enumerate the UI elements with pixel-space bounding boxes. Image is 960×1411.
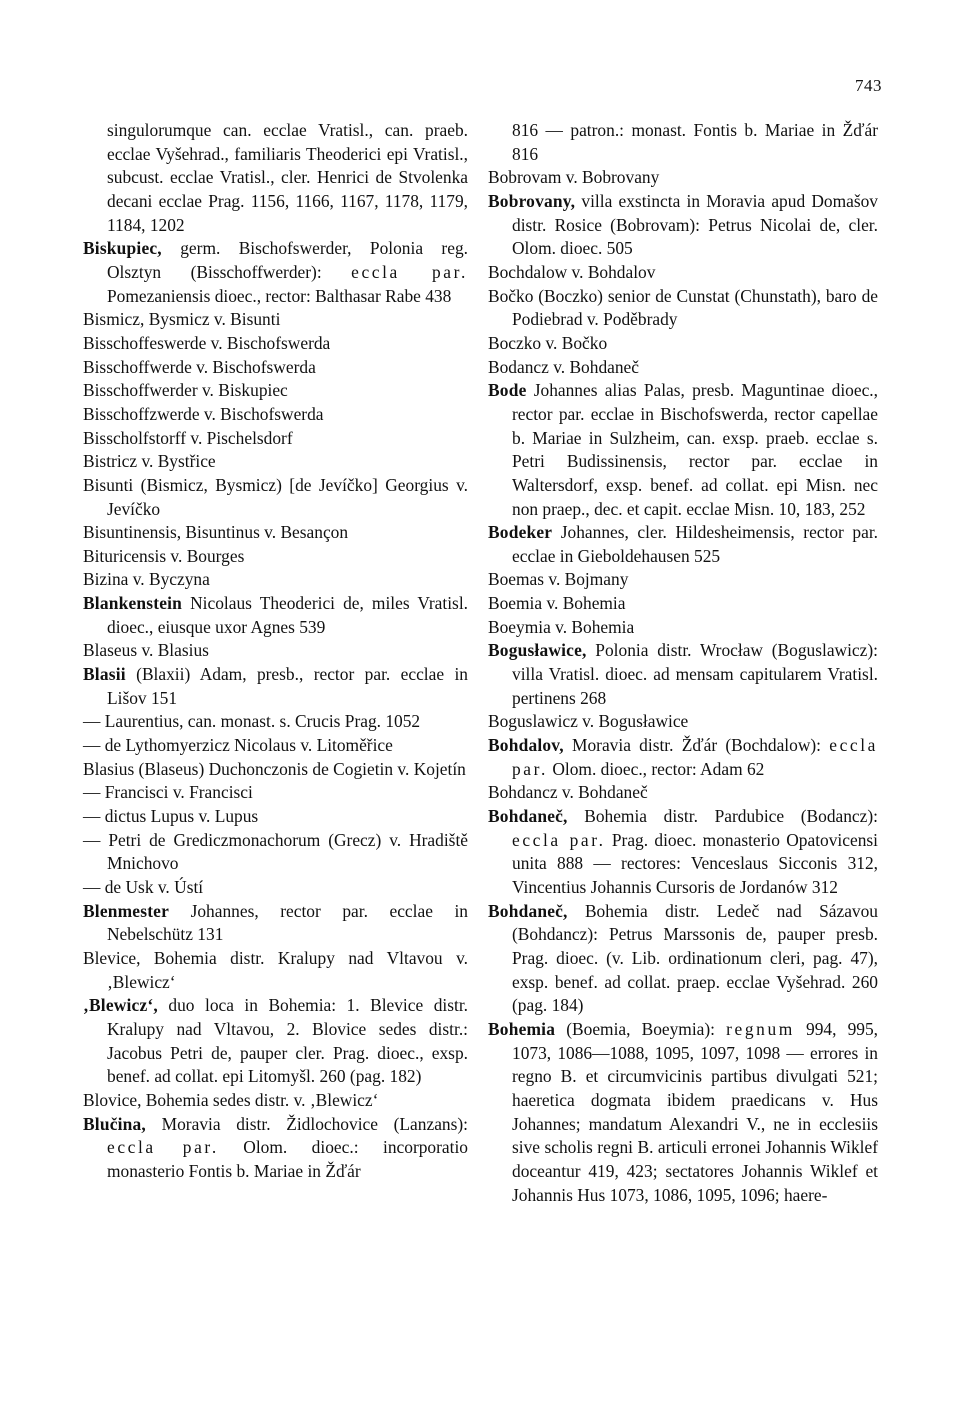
entry-text: Blasius (Blaseus) Duchonczonis de Cogietin v. Kojetín <box>83 758 466 779</box>
entry-text: — dictus Lupus v. Lupus <box>83 806 259 827</box>
entry-text: Bobrovam v. Bobrovany <box>488 167 660 188</box>
index-entry <box>488 1018 878 1207</box>
entry-headword: Bogusławice, <box>488 640 587 661</box>
index-entry <box>83 805 468 829</box>
index-entry <box>83 947 468 994</box>
index-entry <box>83 427 468 451</box>
entry-text: Bituricensis v. Bourges <box>83 545 245 566</box>
entry-text: Bohdancz v. Bohdaneč <box>488 782 648 803</box>
index-entry <box>488 568 878 592</box>
entry-text: — Petri de Grediczmonachorum (Grecz) v. Hradiště Mnichovo <box>83 829 468 874</box>
entry-text: (Boemia, Boeymia): <box>555 1018 727 1039</box>
index-entry <box>83 332 468 356</box>
entry-text: singulorumque can. ecclae Vratisl., can. praeb. ecclae Vyšehrad., familiaris Theoderici epi Vratisl., subcust. ecclae Vratisl., cler. Henrici de Stvolenka decani ecclae Prag. 1156, 1166, 1167, 1178, 1179, 1184, 1202 <box>107 120 468 235</box>
index-entry <box>488 285 878 332</box>
entry-text: Bohemia distr. Pardubice (Bodancz): <box>567 806 878 827</box>
entry-text-tail: Olom. dioec.: incorporatio monasterio Fontis b. Mariae in Žďár <box>107 1137 468 1181</box>
index-entry <box>488 521 878 568</box>
entry-text: Johannes, cler. Hildesheimensis, rector par. ecclae in Gieboldehausen 525 <box>512 522 878 566</box>
entry-text: Johannes alias Palas, presb. Maguntinae dioec., rector par. ecclae in Bischofswerda, rector capellae b. Mariae in Sulzheim, can. exsp. praeb. ecclae s. Petri Budissinensis, rector par. ecclae in Waltersdorf, exsp. benef. ad collat. epi Misn. nec non praep., dec. et capit. ecclae Misn. 10, 183, 252 <box>512 380 878 519</box>
index-entry <box>488 190 878 261</box>
index-entry <box>488 616 878 640</box>
entry-text: 816 — patron.: monast. Fontis b. Mariae in Žďár 816 <box>512 120 878 164</box>
entry-text: Boguslawicz v. Bogusławice <box>488 711 689 732</box>
entry-text: Bistricz v. Bystřice <box>83 451 216 472</box>
entry-text: Johannes, rector par. ecclae in Nebelschütz 131 <box>107 900 468 945</box>
entry-spaced-text: eccla par. <box>512 829 606 850</box>
index-entry <box>83 237 468 308</box>
entry-text: Bisunti (Bismicz, Bysmicz) [de Jevíčko] Georgius v. Jevíčko <box>83 474 468 519</box>
index-entry <box>83 308 468 332</box>
entry-text: — de Lythomyerzicz Nicolaus v. Litoměřice <box>83 735 393 756</box>
entry-text: — Laurentius, can. monast. s. Crucis Prag. 1052 <box>83 711 421 732</box>
index-entry <box>83 545 468 569</box>
entry-spaced-text: eccla par. <box>107 1137 219 1158</box>
entry-text: Moravia distr. Žďár (Bochdalow): <box>563 735 830 756</box>
entry-text: Bisscholfstorff v. Pischelsdorf <box>83 427 293 448</box>
entry-continuation <box>488 119 878 166</box>
index-entry <box>83 829 468 876</box>
entry-text: Polonia distr. Wrocław (Boguslawicz): villa Vratisl. dioec. ad mensam capitularem Vratisl. pertinens 268 <box>512 640 878 708</box>
entry-text: Bisschoffwerder v. Biskupiec <box>83 380 288 401</box>
entry-headword: ‚Blewicz‘, <box>83 995 158 1016</box>
index-entry <box>83 663 468 710</box>
index-entry <box>83 900 468 947</box>
index-entry <box>83 710 468 734</box>
index-entry <box>488 805 878 900</box>
index-entry <box>488 781 878 805</box>
entry-text: germ. Bischofswerder, Polonia reg. Olsztyn (Bisschoffwerder): <box>107 238 468 282</box>
entry-headword: Bohdalov, <box>488 735 564 756</box>
entry-text: Bodancz v. Bohdaneč <box>488 356 639 377</box>
page-number: 743 <box>855 76 882 95</box>
entry-text: Boemas v. Bojmany <box>488 569 629 590</box>
index-entry <box>83 592 468 639</box>
index-entry <box>488 734 878 781</box>
index-entry <box>83 474 468 521</box>
index-entry <box>83 379 468 403</box>
entry-headword: Bode <box>488 380 527 401</box>
entry-headword: Bohdaneč, <box>488 900 568 921</box>
index-entry <box>488 639 878 710</box>
entry-text: Bočko (Boczko) senior de Cunstat (Chunstath), baro de Podiebrad v. Poděbrady <box>488 285 878 330</box>
entry-text-tail: Pomezaniensis dioec., rector: Balthasar Rabe 438 <box>107 285 452 306</box>
entry-headword: Bobrovany, <box>488 190 576 211</box>
entry-text: Bizina v. Byczyna <box>83 569 210 590</box>
entry-text: Bismicz, Bysmicz v. Bisunti <box>83 309 281 330</box>
entry-text: (Blaxii) Adam, presb., rector par. ecclae in Lišov 151 <box>107 664 468 708</box>
entry-text: Bochdalow v. Bohdalov <box>488 261 656 282</box>
index-entry <box>83 734 468 758</box>
index-entry <box>83 1113 468 1184</box>
right-column <box>488 119 878 1207</box>
entry-headword: Bohdaneč, <box>488 806 568 827</box>
index-entry <box>488 261 878 285</box>
index-entry <box>488 166 878 190</box>
entry-text-tail: Olom. dioec., rector: Adam 62 <box>548 758 765 779</box>
index-entry <box>488 710 878 734</box>
entry-spaced-text: eccla par. <box>351 261 468 282</box>
entry-text: Blovice, Bohemia sedes distr. v. ‚Blewicz‘ <box>83 1089 379 1110</box>
entry-text: Nicolaus Theoderici de, miles Vratisl. dioec., eiusque uxor Agnes 539 <box>107 593 468 637</box>
entry-text: Bisschoffzwerde v. Bischofswerda <box>83 403 324 424</box>
index-entry <box>83 1089 468 1113</box>
index-entry <box>83 403 468 427</box>
entry-text: villa exstincta in Moravia apud Domašov distr. Rosice (Bobrovam): Petrus Nicolai de, cler. Olom. dioec. 505 <box>512 190 878 259</box>
index-entry <box>83 876 468 900</box>
index-entry <box>488 356 878 380</box>
index-entry <box>83 356 468 380</box>
entry-text: Bohemia distr. Ledeč nad Sázavou (Bohdancz): Petrus Marssonis de, pauper presb. Prag. dioec. (v. Lib. ordinationum cleri, pag. 47), exsp. benef. ad collat. praep. ecclae Vyšehrad. 260 (pag. 184) <box>512 900 878 1016</box>
entry-headword: Blasii <box>83 664 126 685</box>
index-entry <box>488 900 878 1018</box>
entry-text: duo loca in Bohemia: 1. Blevice distr. Kralupy nad Vltavou, 2. Blovice sedes distr.: Jacobus Petri de, pauper cler. Prag. dioec., exsp. benef. ad collat. epi Litomyšl. 260 (pag. 182) <box>107 995 468 1087</box>
entry-headword: Blankenstein <box>83 593 183 614</box>
entry-text: Moravia distr. Židlochovice (Lanzans): <box>145 1113 468 1134</box>
entry-headword: Blenmester <box>83 900 170 921</box>
index-entry <box>488 379 878 521</box>
index-entry <box>83 568 468 592</box>
entry-text: Blaseus v. Blasius <box>83 640 209 661</box>
entry-text: Bisuntinensis, Bisuntinus v. Besançon <box>83 522 349 543</box>
index-entry <box>83 781 468 805</box>
entry-text: Boemia v. Bohemia <box>488 593 626 614</box>
index-entry <box>83 639 468 663</box>
entry-text: Bisschoffeswerde v. Bischofswerda <box>83 332 331 353</box>
index-entry <box>488 592 878 616</box>
entry-spaced-text: regnum <box>726 1018 795 1039</box>
index-entry <box>83 521 468 545</box>
entry-spaced-text: eccla par. <box>512 735 878 779</box>
entry-text: — Francisci v. Francisci <box>83 782 253 803</box>
entry-text: Boeymia v. Bohemia <box>488 616 635 637</box>
index-entry <box>83 450 468 474</box>
entry-text-tail: 994, 995, 1073, 1086—1088, 1095, 1097, 1098 — errores in regno B. et circumvicinis partibus divulgati 521; haeretica dogmata ibidem praedicans v. Hus Johannes; mandatum Alexandri V., ne in ecclesiis sive scholis regni B. articuli erronei Johannis Wiklef doceantur 419, 423; sectatores Johannis Wiklef et Johannis Hus 1073, 1086, 1095, 1096; haere- <box>512 1018 878 1205</box>
index-entry <box>488 332 878 356</box>
index-entry <box>83 758 468 782</box>
entry-text: — de Usk v. Ústí <box>83 877 204 897</box>
entry-headword: Bodeker <box>488 522 553 543</box>
entry-text: Boczko v. Bočko <box>488 332 608 353</box>
entry-headword: Biskupiec, <box>83 238 162 259</box>
entry-headword: Bohemia <box>488 1018 556 1039</box>
entry-text: Bisschoffwerde v. Bischofswerda <box>83 356 316 377</box>
entry-text: Blevice, Bohemia distr. Kralupy nad Vltavou v. ‚Blewicz‘ <box>83 947 468 992</box>
entry-headword: Blučina, <box>83 1113 146 1134</box>
entry-text-tail: Prag. dioec. monasterio Opatovicensi unita 888 — rectores: Venceslaus Sicconis 312, Vincentius Johannis Cursoris de Jordanów 312 <box>512 829 878 897</box>
index-entry <box>83 994 468 1089</box>
entry-continuation <box>83 119 468 237</box>
left-column <box>83 119 468 1184</box>
